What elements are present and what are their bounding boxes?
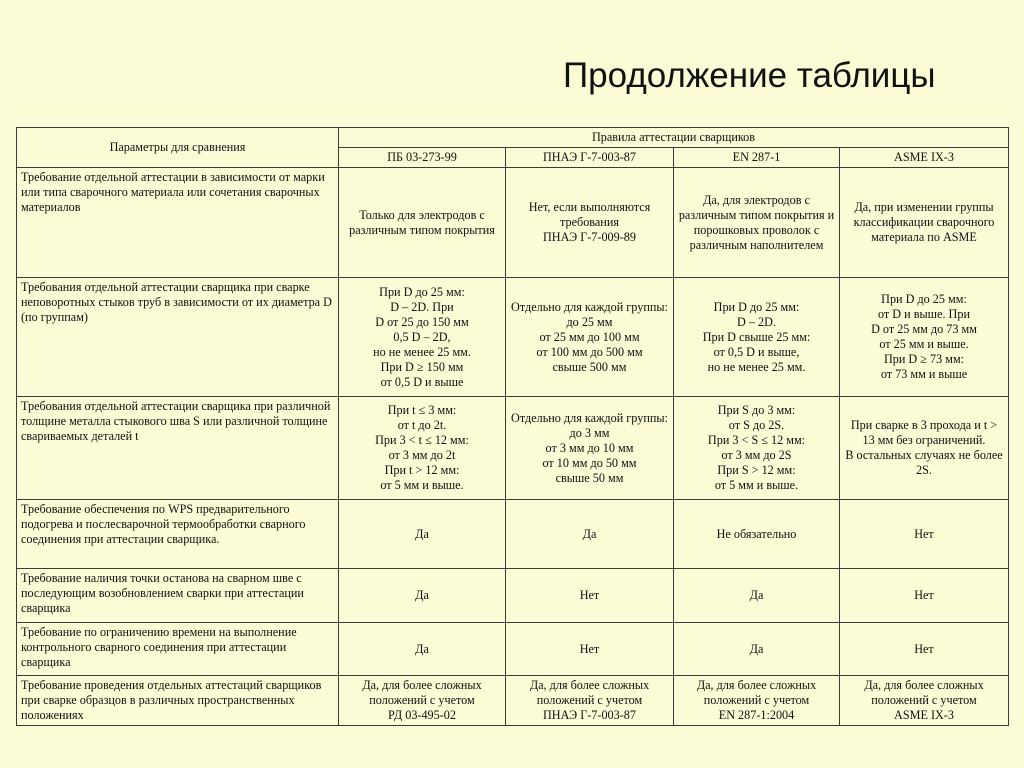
table-cell: Нет [840,623,1009,676]
table-cell: Да [674,569,840,623]
comparison-table [16,127,1009,726]
table-cell: Да, для более сложных положений с учетом ASME IX-3 [840,676,1009,726]
table-cell: Да [506,500,674,569]
table-cell: Нет [506,569,674,623]
row-param: Требование проведения отдельных аттестаций сварщиков при сварке образцов в различных пространственных положениях [17,676,339,726]
row-param: Требования отдельной аттестации сварщика при различной толщине металла стыкового шва S или различной толщине свариваемых деталей t [17,397,339,500]
table-cell: Да [674,623,840,676]
table-row [17,397,1009,500]
table-cell: При D до 25 мм: D – 2D. При D от 25 до 150 мм 0,5 D – 2D, но не менее 25 мм. При D ≥ 150 мм от 0,5 D и выше [339,278,506,397]
table-header-row [17,128,1009,148]
table-row [17,623,1009,676]
header-group: Правила аттестации сварщиков [339,128,1009,148]
table-row [17,168,1009,278]
page-title: Продолжение таблицы [563,56,936,95]
table-row [17,676,1009,726]
table-cell: Только для электродов с различным типом покрытия [339,168,506,278]
row-param: Требование обеспечения по WPS предварительного подогрева и послесварочной термообработки сварного соединения при аттестации сварщика. [17,500,339,569]
table-cell: Да [339,500,506,569]
table-cell: Да, для более сложных положений с учетом РД 03-495-02 [339,676,506,726]
table-cell: Отдельно для каждой группы: до 25 мм от 25 мм до 100 мм от 100 мм до 500 мм свыше 500 мм [506,278,674,397]
table-row [17,569,1009,623]
table-row [17,278,1009,397]
table-cell: Нет [506,623,674,676]
row-param: Требование отдельной аттестации в зависимости от марки или типа сварочного материала или сочетания сварочных материалов [17,168,339,278]
table-cell: Да, для более сложных положений с учетом ПНАЭ Г-7-003-87 [506,676,674,726]
table-cell: Да, при изменении группы классификации сварочного материала по ASME [840,168,1009,278]
table-cell: Нет [840,500,1009,569]
table-cell: При сварке в 3 прохода и t > 13 мм без ограничений. В остальных случаях не более 2S. [840,397,1009,500]
row-param: Требования отдельной аттестации сварщика при сварке неповоротных стыков труб в зависимости от их диаметра D (по группам) [17,278,339,397]
table-cell: Нет, если выполняются требования ПНАЭ Г-7-009-89 [506,168,674,278]
table-cell: Да [339,623,506,676]
table-cell: При D до 25 мм: от D и выше. При D от 25 мм до 73 мм от 25 мм и выше. При D ≥ 73 мм: от 73 мм и выше [840,278,1009,397]
table-cell: При D до 25 мм: D – 2D. При D свыше 25 мм: от 0,5 D и выше, но не менее 25 мм. [674,278,840,397]
header-col-en: EN 287-1 [674,148,840,168]
table-row [17,500,1009,569]
row-param: Требование наличия точки останова на сварном шве с последующим возобновлением сварки при аттестации сварщика [17,569,339,623]
table-cell: Отдельно для каждой группы: до 3 мм от 3 мм до 10 мм от 10 мм до 50 мм свыше 50 мм [506,397,674,500]
table-cell: Да, для электродов с различным типом покрытия и порошковых проволок с различным наполнителем [674,168,840,278]
table-cell: Да, для более сложных положений с учетом EN 287-1:2004 [674,676,840,726]
table-cell: Не обязательно [674,500,840,569]
row-param: Требование по ограничению времени на выполнение контрольного сварного соединения при аттестации сварщика [17,623,339,676]
header-col-pnae: ПНАЭ Г-7-003-87 [506,148,674,168]
header-col-asme: ASME IX-3 [840,148,1009,168]
header-params: Параметры для сравнения [17,128,339,168]
table-cell: При S до 3 мм: от S до 2S. При 3 < S ≤ 12 мм: от 3 мм до 2S При S > 12 мм: от 5 мм и выше. [674,397,840,500]
table-cell: Нет [840,569,1009,623]
table-cell: Да [339,569,506,623]
header-col-pb: ПБ 03-273-99 [339,148,506,168]
table-cell: При t ≤ 3 мм: от t до 2t. При 3 < t ≤ 12 мм: от 3 мм до 2t При t > 12 мм: от 5 мм и выше. [339,397,506,500]
